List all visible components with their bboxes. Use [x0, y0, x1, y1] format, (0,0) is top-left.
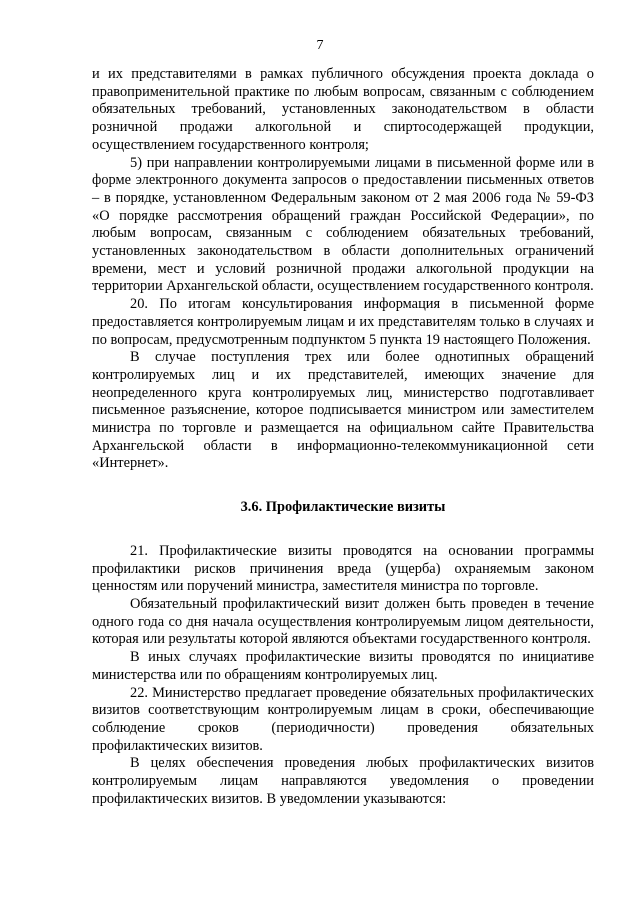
section-heading: 3.6. Профилактические визиты [240, 499, 446, 516]
document-body [92, 66, 594, 808]
paragraph: В случае поступления трех или более однотипных обращений контролируемых лиц и их представителей, имеющих значение для неопределенного круга контролируемых лиц, министерство подготавливает письменное разъяснение, которое подписывается министром или заместителем министра по торговле и размещается на официальном сайте Правительства Архангельской области в информационно-телекоммуникационной сети «Интернет». [92, 349, 594, 472]
paragraph: В иных случаях профилактические визиты проводятся по инициативе министерства или по обращениям контролируемых лиц. [92, 649, 594, 683]
paragraph: 20. По итогам консультирования информация в письменной форме предоставляется контролируемым лицам и их представителям только в случаях и по вопросам, предусмотренным подпунктом 5 пункта 19 настоящего Положения. [92, 296, 594, 348]
paragraph: 22. Министерство предлагает проведение обязательных профилактических визитов соответствующим контролируемым лицам в сроки, обеспечивающие соблюдение сроков (периодичности) проведения обязательных профилактических визитов. [92, 684, 594, 754]
paragraph: Обязательный профилактический визит должен быть проведен в течение одного года со дня начала осуществления контролируемым лицом деятельности, которая или результаты которой являются объектами государственного контроля. [92, 595, 594, 648]
page-number: 7 [316, 38, 324, 53]
paragraph: В целях обеспечения проведения любых профилактических визитов контролируемым лицам направляются уведомления о проведении профилактических визитов. В уведомлении указываются: [92, 755, 594, 807]
paragraph: 5) при направлении контролируемыми лицами в письменной форме или в форме электронного документа запросов о предоставлении письменных ответов – в порядке, установленном Федеральным законом от 2 мая 2006 года № 59-ФЗ «О порядке рассмотрения обращений граждан Российской Федерации», по любым вопросам, связанным с соблюдением обязательных требований, установленных законодательством в области дополнительных ограничений времени, мест и условий розничной продажи алкогольной продукции на территории Архангельской области, осуществлением государственного контроля. [92, 154, 594, 295]
paragraph: и их представителями в рамках публичного обсуждения проекта доклада о правоприменительной практике по любым вопросам, связанным с соблюдением обязательных требований, установленных законодательством в области розничной продажи алкогольной и спиртосодержащей продукции, осуществлением государственного контроля; [92, 66, 594, 153]
paragraph: 21. Профилактические визиты проводятся на основании программы профилактики рисков причинения вреда (ущерба) охраняемым законом ценностям или поручений министра, заместителя министра по торговле. [92, 542, 594, 595]
